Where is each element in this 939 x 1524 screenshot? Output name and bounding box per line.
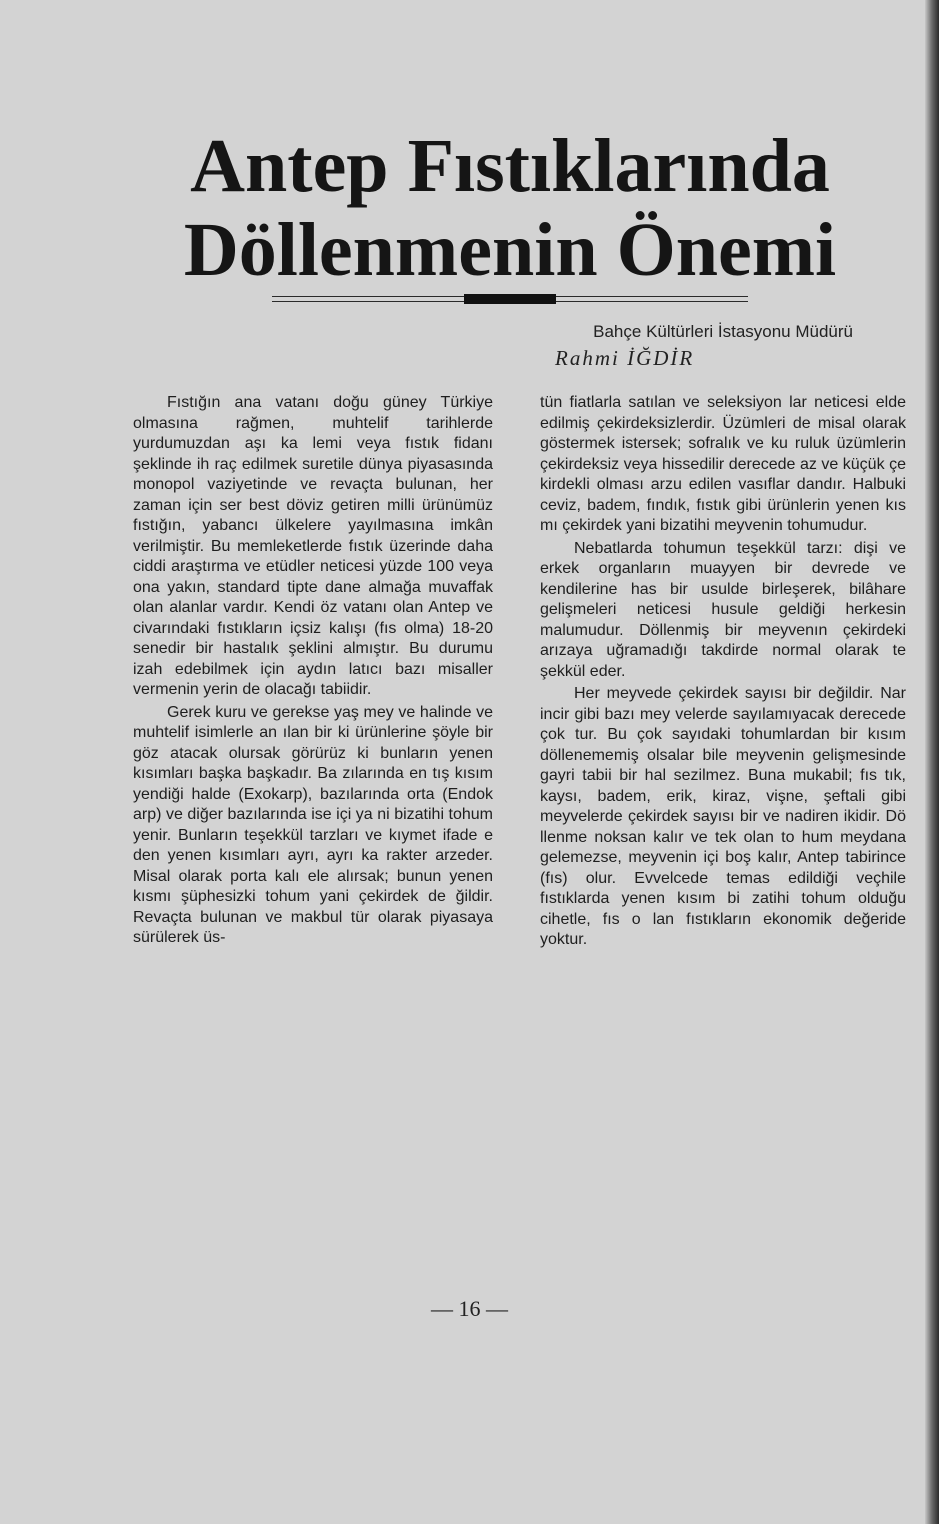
paragraph: Gerek kuru ve gerekse yaş mey ve halinde ve muhtelif isimlerle an ılan bir ki ürünlerine şöyle bir göz atacak olursak görürüz ki bunların yenen kısımları başka başkadır. Ba zılarında en tış kısım yendiği halde (Exokarp), bazılarında orta (Endok arp) ve diğer bazılarında ise içi ya ni bizatihi tohum yenir. Bunların teşekkül tarzları ve kıymet ifade e den yenen kısımları ayrı, ayrı ka rakter arzeder. Misal olarak porta kalı ele alırsak; bunun yenen kısmı şüphesizki tohum yani çekirdek de ğildir. Revaçta bulunan ve makbul tür olarak piyasaya sürülerek üs-	[133, 703, 493, 946]
page-number: — 16 —	[431, 1296, 508, 1321]
left-column	[133, 393, 493, 949]
title-divider	[272, 294, 748, 304]
right-column	[540, 393, 906, 951]
author-name: Rahmi İĞDİR	[555, 346, 695, 370]
article-title-line-1: Antep Fıstıklarında	[190, 124, 830, 208]
paragraph: Nebatlarda tohumun teşekkül tarzı: dişi ve erkek organların muayyen bir devrede ve kendilerine has bir usulde birleşerek, bilâhare gelişmeleri neticesi husule geldiği herkesin malumudur. Döllenmiş bir meyvenın çekirdeki arızaya uğramadığı takdirde normal olarak te şekkül eder.	[540, 539, 906, 680]
paragraph: Her meyvede çekirdek sayısı bir değildir. Nar incir gibi bazı mey velerde sayılamıyacak derecede çok tur. Bu çok sayıdaki tohumlardan bir kısım döllenememiş olsalar bile meyvenin gelişmesinde gayri tabii bir hal sezilmez. Buna mukabil; fıs tık, kaysı, badem, erik, kiraz, vişne, şeftali gibi meyvelerde çekirdek sayısı bir ve nadiren ikidir. Dö llenme noksan kalır ve tek olan to hum meydana gelemezse, meyvenin içi boş kalır, Antep tabirince (fıs) olur. Evvelcede temas edildiği veçhile fıstıklarda yenen kısım bi zatihi tohum olduğu cihetle, fıs o lan fıstıkların ekonomik değeride yoktur.	[540, 685, 906, 948]
author-organization: Bahçe Kültürleri İstasyonu Müdürü	[593, 322, 853, 341]
paragraph: Fıstığın ana vatanı doğu güney Türkiye olmasına rağmen, muhtelif tarihlerde yurdumuzdan aşı ka lemi veya fıstık fidanı şeklinde ih raç edilmek suretile dünya piyasasında monopol vaziyetinde ve revaçta bulunan, her zaman için ser best döviz getiren milli ürünümüz fıstığın, yabancı ülkelere yayılmasına imkân verilmiştir. Bu memleketlerde fıstık üzerinde daha ciddi araştırma ve etüdler neticesi yüzde 100 veya ona yakın, standard tipte dane almağa muvaffak olan alanlar vardır. Kendi öz vatanı olan Antep ve civarındaki fıstıkların içsiz kalışı (fıs olma) 18-20 senedir bir hastalık şeklini almıştır. Bu durumu izah edebilmek için aydın latıcı bazı misaller vermenin yerin de olacağı tabiidir.	[133, 394, 493, 698]
article-title-line-2: Döllenmenin Önemi	[183, 208, 837, 292]
paragraph: tün fiatlarla satılan ve seleksiyon lar neticesi elde edilmiş çekirdeksizlerdir. Üzümleri de misal olarak göstermek istersek; sofralık ve ku ruluk üzümlerin çekirdeksiz veya hissedilir derecede az ve küçük çe kirdekli olması arzu edilen vasıflar dandır. Halbuki ceviz, badem, fındık, fıstık gibi ürünlerin yenen kıs mı çekirdek yani bizatihi meyvenin tohumudur.	[540, 394, 906, 534]
